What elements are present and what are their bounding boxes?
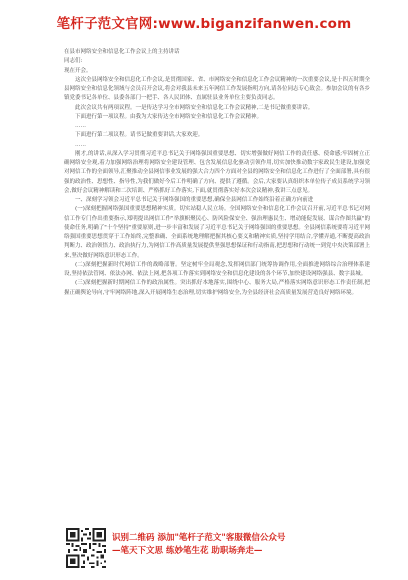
site-title[interactable]: 笔杆子范文官网:www.biganzifanwen.com	[56, 16, 352, 32]
body-paragraph: (二)深刻把握新时代网信工作的战略部署。坚定树牢全局观念,发挥网信部门统筹协调作用,全面推进网络综合治理体系建设,坚持依法管网、依法办网、依法上网,把各项工作落实到网络安全和信息化建设的各个环节,加快建设网络强县、数字县城。	[64, 261, 370, 277]
footer-text	[112, 532, 352, 558]
qr-code-icon[interactable]	[66, 528, 106, 568]
body-paragraph: 一、深刻学习领会习近平总书记关于网络强国的重要思想,确保全县网信工作始终沿着正确方向前进	[75, 197, 314, 203]
site-header	[0, 0, 408, 44]
body-paragraph: 下面进行第二项议程。请书记做重要讲话,大家欢迎。	[75, 132, 204, 139]
body-paragraph: 这次全县网络安全和信息化工作会议,是贯彻国家、省、市网络安全和信息化工作会议精神的一次重要会议,是十四五时期全县网络安全和信息化领域与会员召开会议,将会对我县未来五年网信工作发展指明方向,请各位同志专心致会。参加会议的有各乡镇党委书记各单位、县委各部门一把手、各人民团体、直属驻县业务单位主要负责同志。	[64, 76, 370, 102]
body-paragraph: ……	[75, 123, 86, 129]
body-paragraph: 下面进行第一项议程。由我为大家传达全市网络安全和信息化工作会议精神。	[75, 113, 263, 120]
document-body	[64, 48, 370, 520]
body-line: 在县市网络安全和信息化工作会议上的主持讲话	[64, 49, 180, 55]
body-line: 现在开会。	[64, 67, 92, 74]
body-paragraph: (三)深刻把握新时期网信工作的政治属性。突出抓好本地落实,围绕中心、服务大局,严格落实网络意识形态工作责任制,把握正确舆论导向,守牢网络阵地,深入开展网络生态治理,切实维护网络安全,为全县经济社会高质量发展营造良好网络环境。	[64, 280, 370, 296]
body-paragraph: (一)深刻把握网络强国重要思想精神实质。切实站稳人民立场。全国网络安全和信息化工作会议召开前,习近平总书记对网信工作专门作出重要指示,郑明提出网信工作"举旗帜聚民心、防风险保安全、强治理惠民生、增动能促发展、谋合作图共赢"的使命任务,明确了"十个坚持"重要原则,进一步丰富和发展了习近平总书记关于网络强国的重要思想。全县网信系统要将习近平网络强国重要思想贯穿于工作始终,完整准确、全面系统地理解把握其核心要义和精神实质,坚持学用结合,学懂弄通,不断提高政治判断力、政治领悟力、政治执行力,为网信工作高质量发展提供坚强思想保证和行动指南,把思想和行动统一到党中央决策部署上来,坚决做好网络意识形态工作。	[64, 206, 370, 259]
footer-banner	[0, 524, 408, 580]
footer-line-2: —笔天下文思 练妙笔生花 助职场奔走—	[112, 546, 263, 556]
body-paragraph: 刚才,的讲话,从深入学习贯彻习近平总书记关于网络强国重要思想、切实增强做好网信工作的责任感、使命感;牢固树立正确网络安全观,着力加强网络治理将网络安全建设管理、包含发展信息化驱动引领作用,切实加快推动数字家政民生建设,加强党对网信工作的全面领导,汇聚推动全县网信事业发展的强大合力四个方面对全县的网络安全和信息化工作进行了全面部署,具有很强的政治性、思想性、指导性,为我们做好今后工作明确了方向、提供了遵循。会后,大家要认真组织本单位传子成员系统学习领会,做好会议精神解读和二次培训、严格抓好工作落实,下面,就贯彻落实好本次会议精神,我讲三点意见。	[64, 150, 370, 194]
body-paragraph: ……	[75, 141, 86, 148]
body-line: 同志们:	[64, 58, 83, 65]
body-paragraph: 此次会议共有两项议程。一是传达学习全市网络安全和信息化工作会议精神,二是书记做重要讲话。	[75, 104, 314, 111]
footer-line-1: 识别二维码 添加"笔杆子范文"客服微信公众号	[112, 533, 286, 543]
